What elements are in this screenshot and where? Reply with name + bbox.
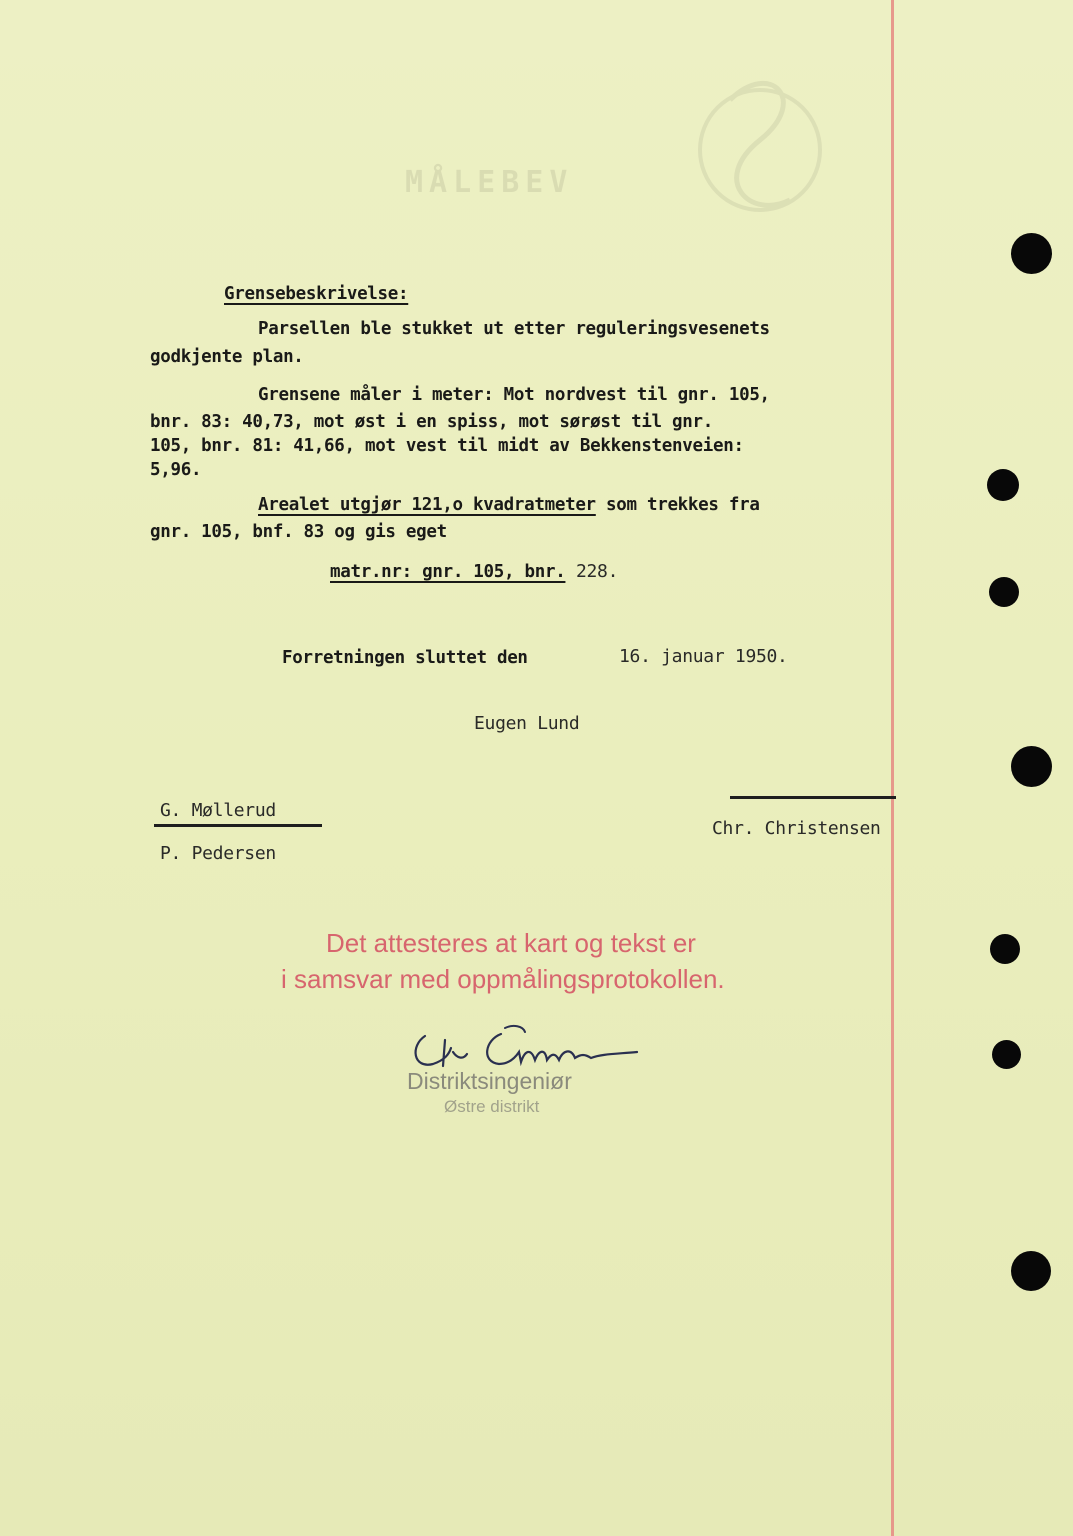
matr-number: 228. [565, 561, 619, 582]
signer-right: Chr. Christensen [712, 818, 881, 839]
punch-hole [1011, 233, 1052, 274]
punch-hole [987, 469, 1019, 501]
stamp-title: Distriktsingeniør [407, 1068, 572, 1094]
signature-line-left [154, 824, 322, 827]
bleed-heading: MÅLEBEV [405, 165, 574, 200]
punch-hole [990, 934, 1020, 964]
paragraph2-line1: Grensene måler i meter: Mot nordvest til gnr. 105, [258, 385, 770, 405]
punch-hole [1011, 1251, 1051, 1291]
stamp-line-1: Det attesteres at kart og tekst er [326, 928, 696, 958]
paragraph2-line4: 5,96. [150, 460, 202, 480]
closing-line [282, 648, 528, 668]
area-rest: som trekkes fra [595, 495, 760, 515]
stamp-district: Østre distrikt [444, 1097, 540, 1116]
matr-line [330, 561, 618, 582]
area-underlined: Arealet utgjør 121,o kvadratmeter [258, 495, 596, 515]
closing-date: 16. januar 1950. [619, 646, 788, 667]
signer-center: Eugen Lund [474, 713, 580, 734]
margin-line [891, 0, 894, 1536]
punch-hole [992, 1040, 1021, 1069]
paragraph1-line1: Parsellen ble stukket ut etter reguleringsvesenets [258, 319, 770, 339]
signer-left-1: G. Møllerud [160, 800, 276, 821]
bleed-emblem [690, 40, 830, 230]
paragraph2-line2: bnr. 83: 40,73, mot øst i en spiss, mot sørøst til gnr. [150, 412, 713, 432]
paragraph1-line2: godkjente plan. [150, 347, 304, 367]
stamp-line-2: i samsvar med oppmålingsprotokollen. [281, 964, 725, 994]
document-heading: Grensebeskrivelse: [224, 284, 409, 304]
matr-label: matr.nr: gnr. 105, bnr. [330, 562, 566, 582]
closing-label: Forretningen sluttet den [282, 648, 528, 668]
area-line1 [258, 495, 760, 515]
punch-hole [1011, 746, 1052, 787]
paragraph2-line3: 105, bnr. 81: 41,66, mot vest til midt av Bekkenstenveien: [150, 436, 744, 456]
signer-left-2: P. Pedersen [160, 843, 276, 864]
signature-line-right [730, 796, 896, 799]
punch-hole [989, 577, 1019, 607]
area-line2: gnr. 105, bnf. 83 og gis eget [150, 522, 447, 542]
